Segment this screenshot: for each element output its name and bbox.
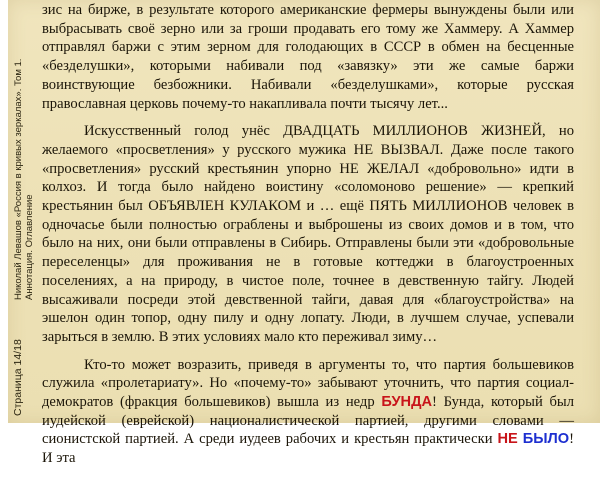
bund-highlight: БУНДА — [381, 394, 433, 411]
paragraph-2: Искусственный голод унёс ДВАДЦАТЬ МИЛЛИОНОВ ЖИЗНЕЙ, но желаемого «просветления» у русского мужика НЕ ВЫЗВАЛ. Даже после такого «просветления» русский крестьянин упорно НЕ ЖЕЛАЛ «добровольно» идти в колхоз. И тогда было найдено воистину «соломоново решение» — крепкий крестьянин был ОБЪЯВЛЕН КУЛАКОМ и … ещё ПЯТЬ МИЛЛИОНОВ человек в одночасье были полностью ограблены и выброшены из своих домов и в том, что было на них, они были отправлены в Сибирь. Отправлены были эти «добровольные переселенцы» для проживания не в готовые коттеджи в благоустроенных поселениях, а на природу, в чистое поле, точнее в девственную тайгу. Людей высаживали посреди этой девственной тайги, давая для «благоустройства» на эшелон один топор, одну пилу и одну лопату. Люди, в лучшем случае, успевали зарыться в землю. В этих условиях мало кто переживал зиму… — [42, 123, 574, 345]
paragraph-3-end: ! И эта — [42, 431, 574, 467]
document-body — [42, 1, 574, 477]
book-title-line: Николай Левашов «Россия в кривых зеркалах». Том 1. — [13, 58, 24, 300]
paragraph-3-start: Кто-то может возразить, приведя в аргументы то, что партия большевиков служила «пролетариату». Но «почему-то» забывают уточнить, что партия социал-демократов (фракция большевиков) вышла из недр — [42, 356, 574, 411]
paragraph-3-middle: ! Бунда, который был иудейской (еврейской) националистической партией, другими словами — сионистской партией. А среди иудеев рабочих и крестьян практически — [42, 394, 575, 448]
book-info — [13, 59, 35, 300]
bylo-highlight: БЫЛО — [522, 431, 570, 448]
sidebar — [8, 0, 38, 423]
paragraph-3 — [42, 356, 574, 468]
book-contents-line: Аннотация. Оглавление — [24, 194, 35, 300]
paragraph-1: зис на бирже, в результате которого американские фермеры вынуждены были или выбрасывать своё зерно или за гроши продавать его тому же Хаммеру. А Хаммер отправлял баржи с этим зерном для голодающих в СССР в обмен на бесценные «безделушки», которыми набивали под «завязку» эти же самые баржи воинствующие безбожники. Набивали «безделушками», которые русская православная церковь почему-то накапливала почти тысячу лет... — [42, 2, 574, 112]
ne-highlight: НЕ — [497, 431, 518, 448]
page-number-label: Страница 14/18 — [12, 339, 24, 416]
